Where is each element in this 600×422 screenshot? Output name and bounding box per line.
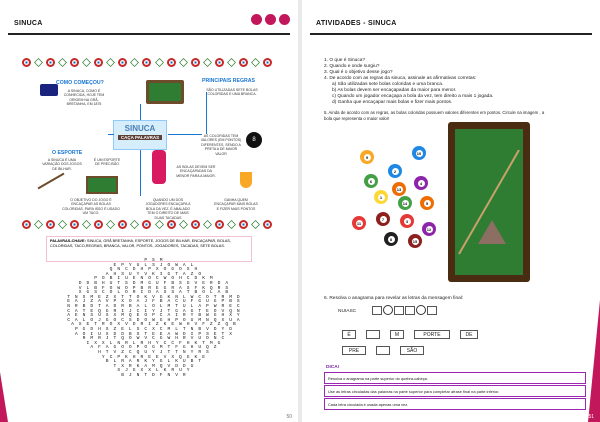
option-a: a) São utilizadas sete bolas coloridas e uma branca.	[332, 82, 444, 87]
ball-number: 1	[378, 194, 385, 201]
word-search-row: S J G X X L K R U Y	[117, 368, 191, 374]
ball-number: 7	[380, 216, 387, 223]
page-header	[302, 0, 600, 34]
mindmap-label: O ESPORTE	[52, 150, 83, 156]
ball-number: 5	[424, 200, 431, 207]
header-rule	[8, 33, 290, 35]
mindmap-text: QUANDO UM DOS JOGADORES ENCAÇAPA A BOLA DA VEZ, É ABALADO TEM O DIREITO DE MAIS DUAS TACADAS	[145, 198, 191, 220]
answer-circle[interactable]	[383, 305, 393, 315]
word-search-row: Y C P K H R E E V X Q G K E	[101, 354, 207, 360]
page-number: 51	[588, 414, 594, 420]
page-header	[0, 0, 298, 34]
ball-number: 3	[404, 218, 411, 225]
mindmap-label: PRINCIPAIS REGRAS	[202, 78, 255, 84]
word-search-row: E P Y U L S J O W A L	[113, 262, 195, 268]
word-search-row: A H S U Y V K I G T A Z O	[105, 271, 203, 277]
word-search-row: A F A G O O P O G M T F G H U Q Z	[90, 345, 218, 351]
word-search-row: B L R A R K Y G L K U B T	[105, 359, 203, 365]
rack-triangle	[478, 220, 506, 244]
tip-1: Resolva o anagrama na parte superior do quebra-cabeça.	[324, 372, 586, 384]
word-search-row: H T V Z C Q U Y J T T N Y R S	[98, 350, 210, 355]
question-6: 6. Resolva o anagrama para revelar as letras da mensagem final:	[324, 296, 464, 301]
pool-table-icon	[146, 80, 184, 104]
word-search-row: B J N T D F N V R	[121, 373, 187, 378]
ball-number: 9	[364, 154, 371, 161]
message-cell[interactable]: É	[342, 330, 356, 339]
option-d: d) Ganha que encaçapar mais bolas e fizer mais pontos.	[332, 100, 453, 105]
mindmap-text: O OBJETIVO DO JOGO É ENCAÇAPAR AS BOLAS COLORIDAS. PARA ISSO É USADO UM TACO.	[62, 198, 120, 216]
word-search-row: I X X L N R L R H Y C C F H K T M G	[86, 340, 222, 346]
word-search-row: N R B D T A D R B A L O L M T U L A P W R E C	[67, 304, 241, 309]
question-3: 3. Qual é o objetivo desse jogo?	[324, 70, 393, 75]
billiard-ball[interactable]	[360, 150, 374, 164]
word-search-row: V L B F O W O P B R E G R A S F K Q R S	[78, 285, 230, 291]
keywords-text: SINUCA, GRÃ BRETANHA, ESPORTE, JOGOS DE BILHAR, ENCAÇAPAR, BOLAS, COLORIDAS, TACO,REGRAS, BRANCA, VALOR, PONTOS, JOGADORES, TACADAS, SETE BOLAS.	[50, 239, 232, 249]
center-title-box	[113, 120, 167, 150]
header-icons	[251, 14, 290, 25]
ball-number: 15	[412, 238, 418, 244]
word-search-row: E A J Z A V P X O A J F B A C U F G U G P B S	[67, 299, 241, 305]
mindmap-text: AS BOLAS DEVEM SER ENCAÇAPADAS DA MENOR PARA A MAIOR.	[176, 165, 216, 178]
word-search-row: P O B I U E N O C W O H C D K M	[94, 276, 214, 282]
answer-circle[interactable]	[416, 305, 426, 315]
mindmap-connector	[168, 134, 202, 135]
page-title: SINUCA	[14, 20, 43, 27]
mindmap-text: A SINUCA É UMA VARIAÇÃO DOS JOGOS DE BILHAR.	[42, 158, 82, 171]
right-page	[302, 0, 600, 422]
header-rule	[310, 33, 592, 35]
ball-number: 6	[368, 178, 375, 185]
answer-cell[interactable]	[427, 306, 437, 315]
word-search-row: Q N C D H P X O G O S H	[109, 267, 199, 273]
word-search-row: D D B H U T S D M G U F B S G V E R D A	[78, 281, 230, 286]
message-cell[interactable]: DE	[460, 330, 478, 339]
option-c: c) Quando um jogador encaçapa a bola da vez, tem direito a mais 1 jogada.	[332, 94, 494, 99]
mindmap-text: SÃO UTILIZADAS SETE BOLAS COLORIDAS E UMA BRANCA.	[206, 88, 258, 97]
ball-number: 11	[356, 220, 362, 226]
ball-number: 2	[392, 168, 399, 175]
billiard-ball[interactable]	[392, 182, 406, 196]
ball-number: 8	[388, 236, 395, 243]
trophy-icon	[240, 172, 252, 188]
mindmap-connector	[140, 150, 141, 196]
eight-ball-icon: 8	[246, 132, 262, 148]
word-search-row: X G S C O L O R I D A S S A T B O L A B	[78, 290, 230, 296]
page-corner-decoration	[588, 300, 600, 422]
billiard-ball[interactable]	[384, 232, 398, 246]
ball-number: 4	[418, 180, 425, 187]
message-cell[interactable]: PORTE	[414, 330, 450, 339]
center-title: SINUCA	[124, 124, 156, 133]
mindmap-connector	[140, 104, 141, 120]
message-cell[interactable]: PRE	[342, 346, 366, 355]
mindmap-label: COMO COMEÇOU?	[56, 80, 104, 86]
ball-icon	[279, 14, 290, 25]
word-search-row: C A L O J G O C S D O W G H P O U M N Q X U A	[67, 317, 241, 323]
cue-illustration	[38, 173, 65, 190]
cue-icon	[265, 14, 276, 25]
billiard-ball[interactable]	[414, 176, 428, 190]
left-page	[0, 0, 298, 422]
word-search-row: T X R K A M Q V D D U	[113, 363, 195, 369]
answer-cell[interactable]	[405, 306, 415, 315]
word-search-row: A O I U X D D B S T E E A W D I P S E T X	[74, 331, 234, 337]
tips-title: DICA!	[326, 365, 340, 370]
billiard-ball[interactable]	[388, 164, 402, 178]
billiard-ball[interactable]	[400, 214, 414, 228]
mindmap-text: AS COLORIDAS TEM VALORES (EM PONTOS) DIFERENTES, SENDO A PRETA A DE MAIOR VALOR	[200, 134, 242, 156]
billiard-ball[interactable]	[408, 234, 422, 248]
tip-2: Use as letras circuladas das palavras na parte superior para completar afrase final na parte inferior.	[324, 385, 586, 397]
page-title: ATIVIDADES - SINUCA	[316, 20, 397, 27]
billiard-ball[interactable]	[352, 216, 366, 230]
billiard-ball[interactable]	[376, 212, 390, 226]
word-search-row: R M R J T Q O W V C G W H R V U O N C	[82, 336, 226, 342]
player-illustration	[152, 150, 166, 184]
question-5: 5. Ainda de acordo com as regras, as bolas coloridas possuem valores diferentes em pontos. Circule na imagem , a	[324, 110, 545, 115]
pool-table-icon	[86, 176, 118, 194]
billiard-ball[interactable]	[412, 146, 426, 160]
ball-number: 14	[402, 200, 408, 206]
page-number: 50	[286, 414, 292, 420]
question-5-cont: bola que representa o maior valor!	[324, 116, 390, 121]
message-cell[interactable]	[376, 346, 390, 355]
billiard-ball[interactable]	[422, 222, 436, 236]
mindmap-text: A SINUCA, COMO É CONHECIDA, HOJE TEM ORIGEM NA GRÃ-BRETANHA, EM 1875	[63, 89, 105, 107]
pool-table-illustration	[448, 122, 530, 282]
word-search-row: P S M	[144, 258, 164, 263]
ball-number: 12	[426, 226, 432, 232]
mindmap-connector	[206, 92, 207, 134]
decorative-band-top	[22, 58, 272, 68]
message-cell[interactable]	[366, 330, 380, 339]
billiard-ball[interactable]	[374, 190, 388, 204]
billiard-ball[interactable]	[398, 196, 412, 210]
billiard-ball[interactable]	[420, 196, 434, 210]
anagram-word: NUIASC	[338, 309, 357, 314]
word-search-row: A X E T R O X V D R I Z K E W H V F Z Z Q B	[71, 322, 237, 328]
answer-cell[interactable]	[394, 306, 404, 315]
mindmap-text: GANHA QUEM ENCAÇAPAR MAIS BOLAS E FIZER MAIS PONTOS	[214, 198, 258, 211]
message-cell[interactable]: SÃO	[400, 346, 424, 355]
mindmap-connector	[108, 134, 114, 135]
word-search-row: T N S M E Z X T T O K V G K N L W C O T R M D	[67, 294, 241, 300]
question-4: 4. De acordo com as regras da sinuca, assinale as afirmativas corretas:	[324, 76, 477, 81]
billiard-balls-icon	[251, 14, 262, 25]
word-search-row: P G D H S Z E L S C X C M L T N B V D Y D	[74, 327, 234, 332]
question-1: 1. O que é Sinuca?	[324, 58, 366, 63]
word-search-row: A E N S U S X M Q E O P C A I R Y B W G H X Y	[67, 313, 241, 319]
decorative-band-bottom	[22, 220, 272, 230]
tip-3: Cada letra circulada é usada apenas uma vez.	[324, 398, 586, 410]
billiard-ball[interactable]	[364, 174, 378, 188]
word-search-row: C A T E Q G R I J C I Y J T G A G T E O V Q N	[67, 308, 241, 314]
answer-cell[interactable]	[372, 306, 382, 315]
word-search-grid	[36, 258, 272, 376]
question-2: 2. Quando e onde surgiu?	[324, 64, 380, 69]
keywords-label: PALAVRAS-CHAVE:	[50, 239, 86, 243]
option-b: b) As bolas devem ser encaçapadas da maior para menor.	[332, 88, 457, 93]
page-corner-decoration	[0, 372, 8, 422]
ball-number: 13	[396, 186, 402, 192]
center-subtitle: CAÇA PALAVRAS	[118, 135, 162, 140]
message-cell[interactable]: M	[390, 330, 404, 339]
ball-number: 10	[416, 150, 422, 156]
mindmap-label: É UM ESPORTE DE PRECISÃO	[93, 158, 121, 167]
